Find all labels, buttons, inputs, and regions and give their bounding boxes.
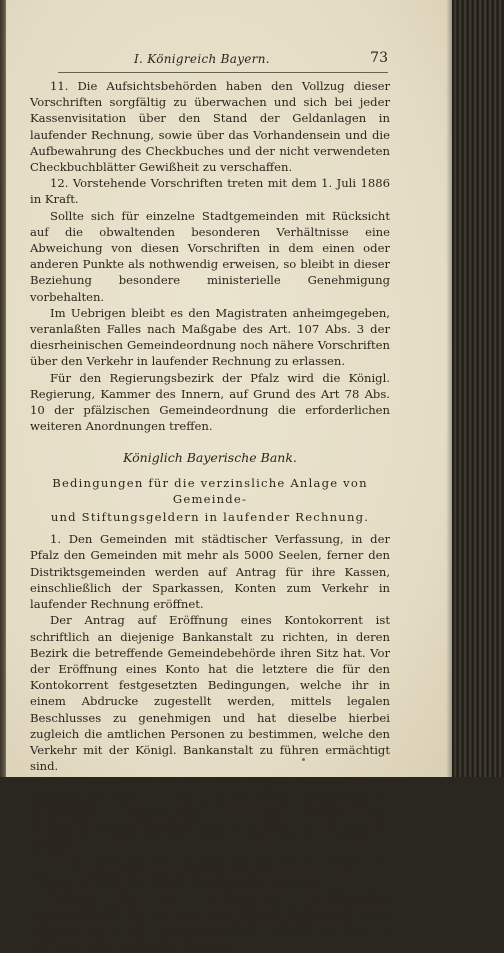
paragraph: 12. Vorstehende Vorschriften treten mit dem 1. Juli 1886 in Kraft. (30, 176, 390, 207)
page-edges (452, 0, 504, 777)
paragraph: 11. Die Aufsichtsbehörden haben den Vollzug dieser Vorschriften sorgfältig zu überwachen und sich bei jeder Kassenvisitation über den Stand der Geldanlagen in laufender Rechnung, sowie über das Vorhandensein und die Aufbewahrung des Checkbuches und der nicht verwendeten Checkbuchblätter Gewißheit zu verschaffen. (30, 79, 390, 175)
paragraph: 1. Den Gemeinden mit städtischer Verfassung, in der Pfalz den Gemeinden mit mehr als 5000 Seelen, ferner den Distriktsgemeinden werden auf Antrag für ihre Kassen, einschließlich der Sparkassen, Konten zum Verkehr in laufender Rechnung eröffnet. (30, 532, 390, 612)
page-mark (302, 758, 305, 761)
paragraph: Im Uebrigen bleibt es den Magistraten anheimgegeben, veranlaßten Falles nach Maßgabe des Art. 107 Abs. 3 der diesrheinischen Gemeindeordnung noch nähere Vorschriften über den Verkehr in laufender Rechnung zu erlassen. (30, 305, 390, 369)
section-subtitle-line-1: Bedingungen für die verzinsliche Anlage von Gemeinde- (52, 475, 368, 506)
page-number: 73 (370, 50, 388, 66)
paragraph: Der Antrag auf Eröffnung eines Kontokorrent ist schriftlich an diejenige Bankanstalt zu richten, in deren Bezirk die betreffende Gemeindebehörde ihren Sitz hat. Vor der Eröffnung eines Konto hat die letztere die für den Kontokorrent festgesetzten Bedingungen, welche ihr in einem Abdrucke zugestellt werden, mittels legalen Beschlusses zu genehmigen und hat dieselbe hierbei zugleich die amtlichen Personen zu bestimmen, welche den Verkehr mit der Königl. Bankanstalt zu führen ermächtigt sind. (30, 613, 390, 774)
page-header (56, 50, 386, 72)
section-title: Königlich Bayerische Bank. (123, 450, 297, 466)
page-body (30, 78, 390, 953)
paragraph: 2. Die geringste Baareinlage beträgt 50 ℳ. Ueber jede Einlage ertheilt die Königl. Bankanstalt Quittung. (30, 856, 390, 887)
section-subtitle-line-2: und Stiftungsgeldern in laufender Rechnung. (50, 510, 370, 525)
paragraph: Sollte sich für einzelne Stadtgemeinden mit Rücksicht auf die obwaltenden besonderen Verhältnisse eine Abweichung von diesen Vorschriften in dem einen oder anderen Punkte als nothwendig erweisen, so bleibt in dieser Beziehung besondere ministerielle Genehmigung vorbehalten. (30, 208, 390, 304)
paragraph: Seitens der auf Kontokorrent verkehrenden Gemeindebehörden am Sitze einer Königl. Bankanstalt kann indessen auch ein Konto-Gegenbuch geführt werden. In solchem Falle werden die Einlagen (30, 888, 390, 952)
paragraph: Für den Regierungsbezirk der Pfalz wird die Königl. Regierung, Kammer des Innern, auf Grund des Art 78 Abs. 10 der pfälzischen Gemeindeordnung die erforderlichen weiteren Anordnungen treffen. (30, 370, 390, 434)
header-rule (58, 72, 388, 73)
paragraph: Die Unterschrift des bevollmächtigten Beamten ist in beglaubigter Form bei der kontoführenden Bankanstalt zu hinterlegen. Aenderungen in der Person der obenbezeichneten Beamten sind rechtzeitig zur Anzeige zu bringen. (30, 775, 390, 855)
running-title: I. Königreich Bayern. (134, 52, 270, 66)
